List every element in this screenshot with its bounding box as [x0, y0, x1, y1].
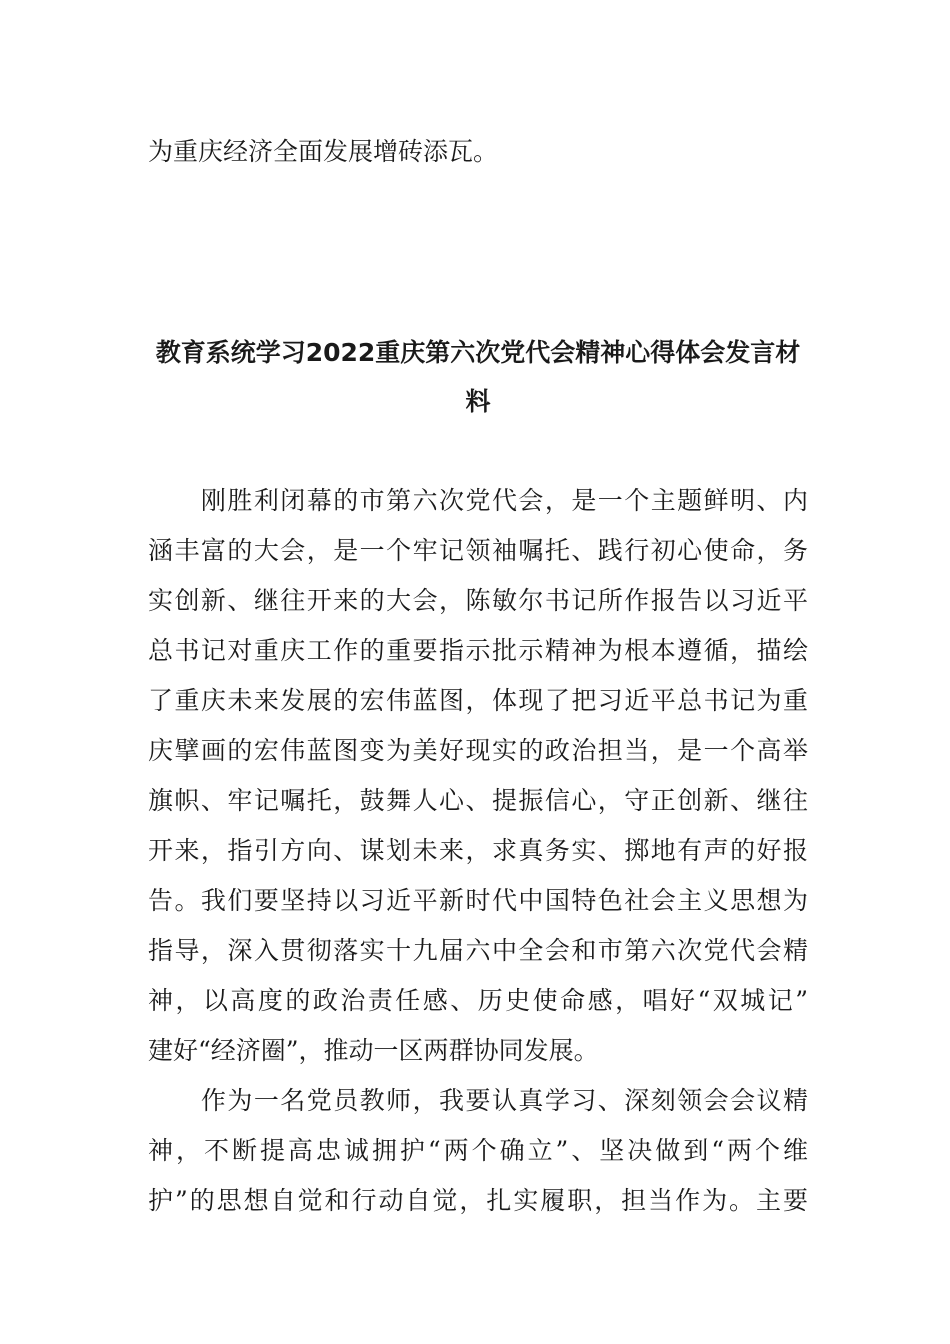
top-paragraph-line-1: 为重庆经济全面发展增砖添瓦。 — [148, 137, 499, 166]
document-title-line-2: 料 — [465, 387, 491, 416]
paragraph-1-line-3: 实创新、继往开来的大会，陈敏尔书记所作报告以习近平 — [148, 586, 808, 615]
paragraph-2-line-3: 护”的思想自觉和行动自觉，扎实履职，担当作为。主要 — [148, 1186, 808, 1215]
paragraph-1-line-2: 涵丰富的大会，是一个牢记领袖嘱托、践行初心使命，务 — [148, 536, 808, 565]
paragraph-2-line-1: 作为一名党员教师，我要认真学习、深刻领会会议精 — [148, 1086, 808, 1115]
paragraph-1-line-7: 旗帜、牢记嘱托，鼓舞人心、提振信心，守正创新、继往 — [148, 786, 808, 815]
paragraph-1-line-10: 指导，深入贯彻落实十九届六中全会和市第六次党代会精 — [148, 936, 808, 965]
document-title-line-1: 教育系统学习2022重庆第六次党代会精神心得体会发言材 — [155, 338, 801, 367]
paragraph-1-line-1: 刚胜利闭幕的市第六次党代会，是一个主题鲜明、内 — [148, 486, 808, 515]
paragraph-2-line-2: 神，不断提高忠诚拥护“两个确立”、坚决做到“两个维 — [148, 1136, 808, 1165]
paragraph-1-line-6: 庆擘画的宏伟蓝图变为美好现实的政治担当，是一个高举 — [148, 736, 808, 765]
paragraph-1-line-11: 神，以高度的政治责任感、历史使命感，唱好“双城记” — [148, 986, 808, 1015]
paragraph-1-line-8: 开来，指引方向、谋划未来，求真务实、掷地有声的好报 — [148, 836, 808, 865]
paragraph-1-line-12: 建好“经济圈”，推动一区两群协同发展。 — [148, 1036, 599, 1065]
paragraph-1-line-9: 告。我们要坚持以习近平新时代中国特色社会主义思想为 — [148, 886, 808, 915]
paragraph-1-line-4: 总书记对重庆工作的重要指示批示精神为根本遵循，描绘 — [148, 636, 808, 665]
paragraph-1-line-5: 了重庆未来发展的宏伟蓝图，体现了把习近平总书记为重 — [148, 686, 808, 715]
